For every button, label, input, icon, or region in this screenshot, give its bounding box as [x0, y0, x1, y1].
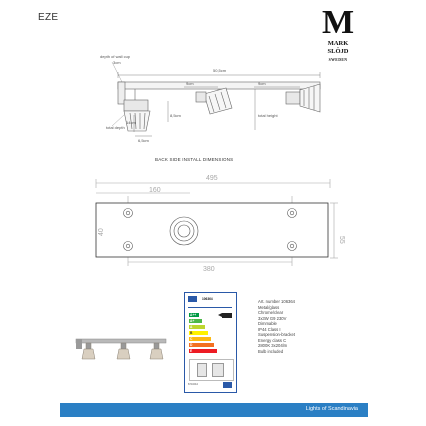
- product-title: EZE: [38, 12, 59, 23]
- footer-tagline: Lights of Scandinavia: [305, 406, 358, 412]
- spec-line: 3x3W G9 230V: [258, 315, 287, 321]
- product-thumbnail: [74, 335, 170, 361]
- label-dim-c: 8,5cm: [170, 113, 181, 118]
- side-view-drawing: [112, 62, 320, 136]
- label-total-width: 50,5cm: [213, 68, 227, 73]
- back-plate-drawing: [96, 175, 345, 273]
- spec-line: 2800K 3x204lm: [258, 343, 288, 348]
- label-total-height: total height: [258, 113, 278, 118]
- energy-logo: [188, 296, 197, 302]
- energy-class-6: D: [189, 343, 214, 347]
- label-back-offset: 160: [149, 187, 161, 194]
- energy-footer: 874/2012: [188, 383, 198, 386]
- label-hole-spacing: 380: [203, 266, 215, 273]
- drawing-caption: BACK SIDE INSTALL DIMENSIONS: [155, 157, 234, 162]
- energy-class-1: A++: [189, 313, 199, 317]
- logo-line-3: SWEDEN: [328, 58, 348, 62]
- label-wall-cup-depth: depth of wall cup: [100, 54, 131, 59]
- label-total-depth: total depth: [106, 125, 125, 130]
- logo-letter: M: [321, 4, 355, 41]
- label-dim-a: 9cm: [186, 81, 194, 86]
- logo-line-1: MARK: [327, 40, 349, 47]
- energy-art-number: 106364: [202, 297, 213, 301]
- spec-line: Art. number 106364: [258, 299, 296, 304]
- spec-line: Suspension-bracket: [258, 332, 296, 337]
- lamp-icon: [212, 363, 224, 377]
- shade-2: [196, 88, 232, 114]
- energy-label: [184, 292, 237, 393]
- footer-bar: [60, 403, 368, 417]
- energy-class-4: B: [189, 331, 208, 335]
- logo-line-2: SLÖJD: [327, 48, 349, 55]
- label-dim-d: 14cm: [126, 120, 136, 125]
- energy-class-7: E: [189, 349, 217, 353]
- wall-bar: [118, 82, 320, 89]
- spec-line: Dimmable: [258, 321, 277, 326]
- side-view-labels: [100, 54, 278, 143]
- shade-1: [124, 100, 150, 131]
- spec-line: Energy class C: [258, 337, 287, 343]
- spec-line: IP44 Class I: [258, 326, 281, 332]
- label-wall-cup-depth-value: 3cm: [113, 60, 121, 65]
- eu-flag-icon: [223, 382, 232, 388]
- spec-list: [258, 299, 378, 354]
- spec-line: Metal/glass: [258, 304, 280, 310]
- back-plate: [96, 203, 328, 257]
- label-back-height-right: 55: [338, 236, 345, 244]
- label-dim-e: 6,5cm: [138, 138, 149, 143]
- label-back-height-left: 40: [98, 228, 105, 236]
- energy-class-2: A+: [189, 319, 202, 323]
- spec-line: Chrome/clear: [258, 310, 284, 315]
- label-back-width: 495: [206, 175, 218, 182]
- energy-class-3: A: [189, 325, 205, 329]
- label-dim-b: 9cm: [258, 81, 266, 86]
- bulb-icon: [197, 363, 207, 377]
- spec-line: Bulb included: [258, 348, 284, 354]
- energy-class-5: C: [189, 337, 211, 341]
